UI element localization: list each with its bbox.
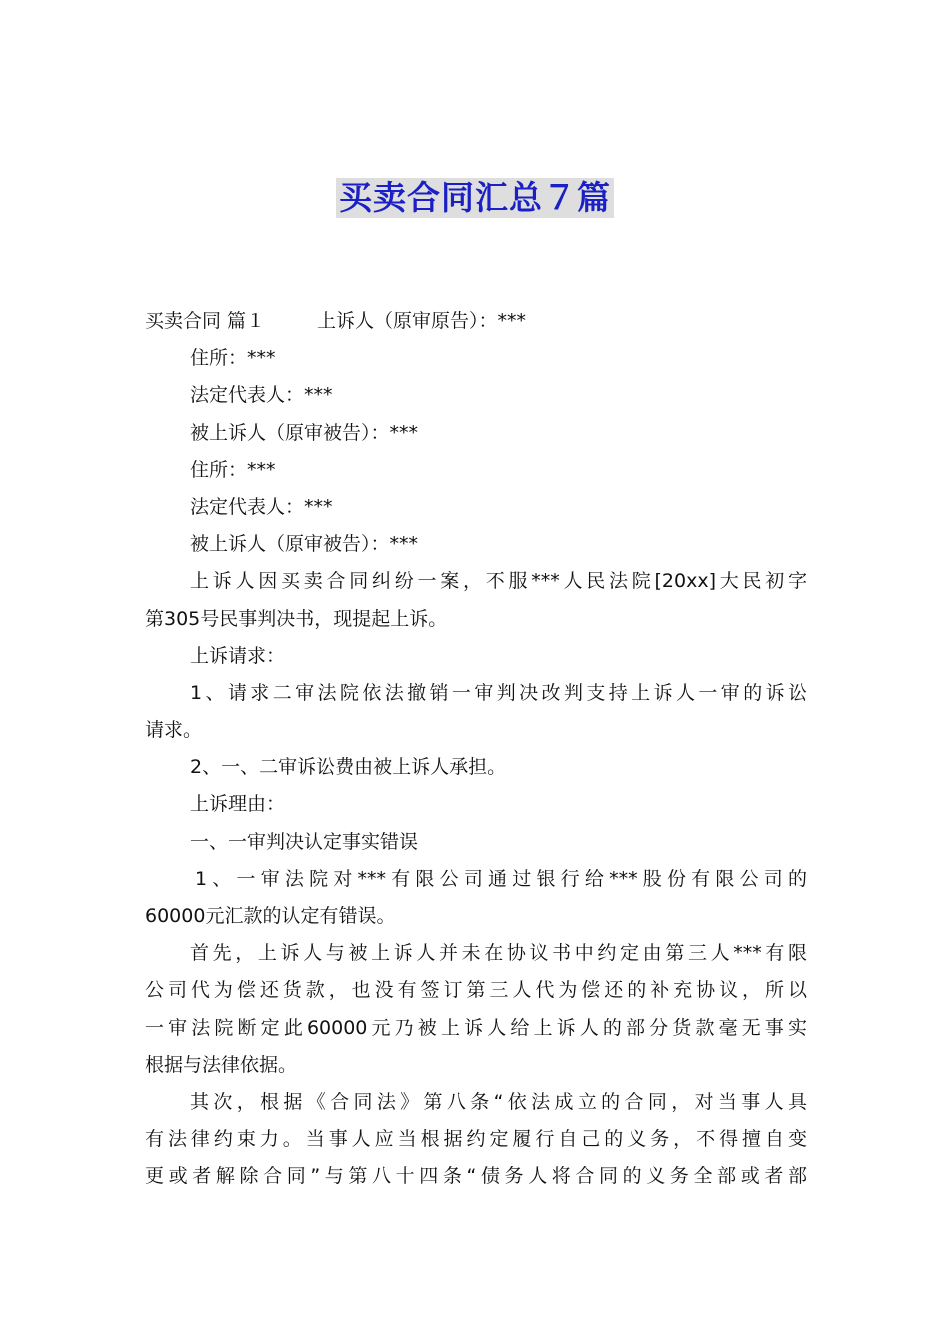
document-title: 买卖合同汇总７篇 [336, 178, 614, 218]
appellant-line: 上诉人（原审原告）：*** [317, 310, 527, 332]
paragraph-line: 更或者解除合同”与第八十四条“债务人将合同的义务全部或者部 [145, 1165, 807, 1188]
paragraph-line: 有法律约束力。当事人应当根据约定履行自己的义务，不得擅自变 [145, 1128, 807, 1151]
first-line [145, 303, 807, 340]
title-container [0, 178, 950, 218]
paragraph-line: 一、一审判决认定事实错误 [190, 830, 419, 853]
section-label: 买卖合同 篇１ [145, 310, 266, 332]
paragraph-line: 公司代为偿还货款，也没有签订第三人代为偿还的补充协议，所以 [145, 979, 807, 1002]
paragraph-line: 法定代表人：*** [190, 495, 333, 518]
paragraph-line: 一审法院断定此60000元乃被上诉人给上诉人的部分货款毫无事实 [145, 1016, 807, 1039]
paragraph-line: 上诉人因买卖合同纠纷一案，不服***人民法院[20xx]大民初字 [190, 570, 807, 593]
paragraph-line: 上诉理由： [190, 793, 286, 816]
paragraph-line: 首先，上诉人与被上诉人并未在协议书中约定由第三人***有限 [190, 942, 807, 965]
paragraph-line: 法定代表人：*** [190, 384, 333, 407]
paragraph-line: 其次，根据《合同法》第八条“依法成立的合同，对当事人具 [190, 1090, 807, 1113]
paragraph-line: 2、一、二审诉讼费由被上诉人承担。 [190, 756, 507, 779]
paragraph-line: 第305号民事判决书，现提起上诉。 [145, 607, 448, 630]
paragraph-line: 住所：*** [190, 347, 276, 370]
paragraph-line: 住所：*** [190, 458, 276, 481]
paragraph-line: 1、请求二审法院依法撤销一审判决改判支持上诉人一审的诉讼 [190, 681, 807, 704]
paragraph-line: 请求。 [145, 719, 203, 742]
paragraph-line: 1、一审法院对***有限公司通过银行给***股份有限公司的 [195, 867, 807, 890]
paragraph-line: 60000元汇款的认定有错误。 [145, 905, 396, 927]
paragraph-line: 被上诉人（原审被告）：*** [190, 421, 419, 444]
paragraph-line: 被上诉人（原审被告）：*** [190, 533, 419, 556]
document-body [145, 303, 807, 1196]
paragraph-line: 上诉请求： [190, 644, 286, 667]
paragraph-line: 根据与法律依据。 [145, 1053, 298, 1076]
